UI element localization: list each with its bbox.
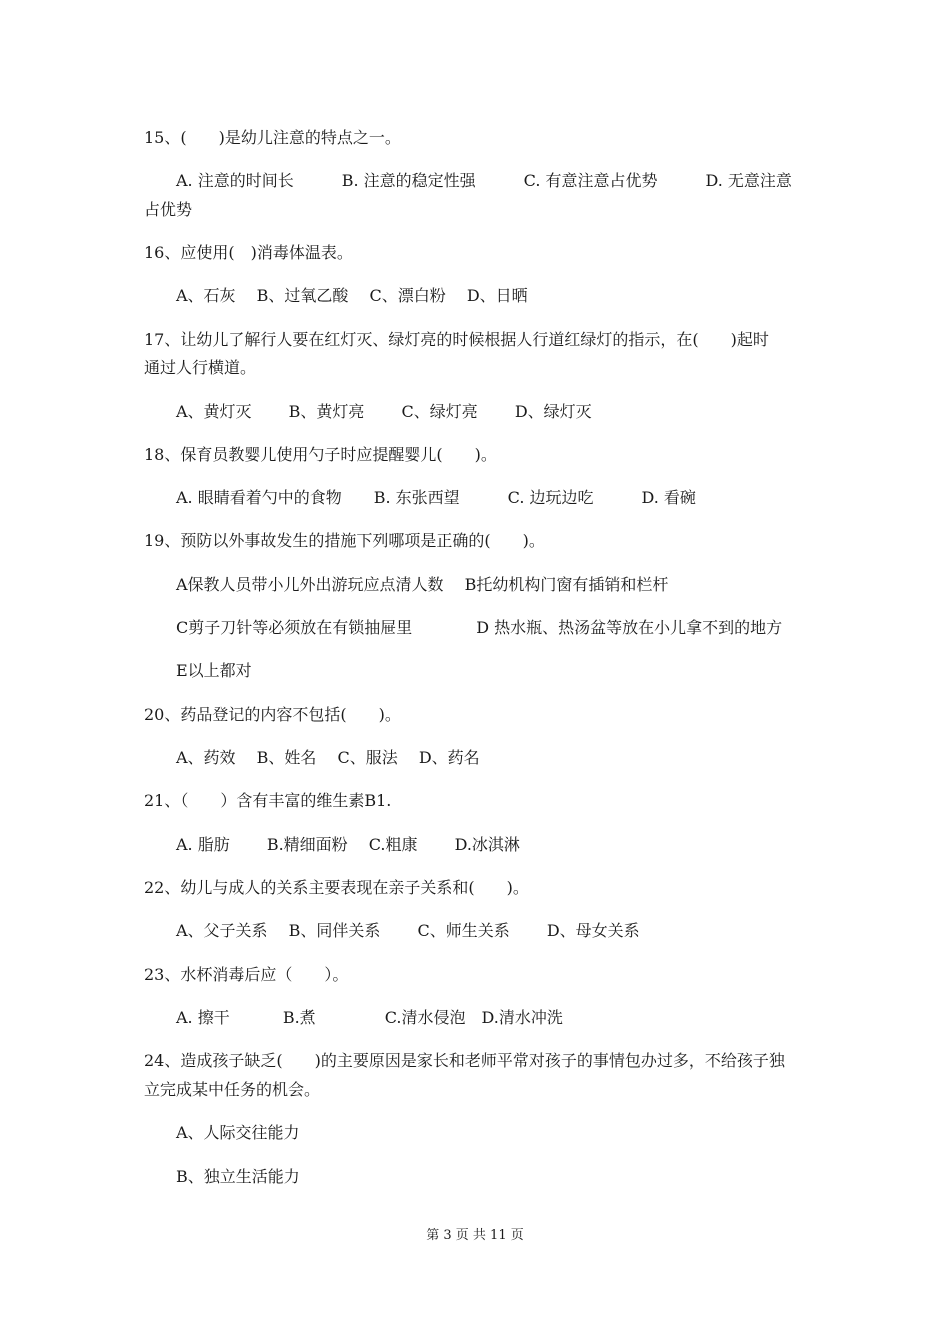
question-19-option-cd: C剪子刀针等必须放在有锁抽屉里 D 热水瓶、热汤盆等放在小儿拿不到的地方 bbox=[176, 618, 783, 637]
question-24-stem-cont: 立完成某中任务的机会。 bbox=[144, 1080, 321, 1099]
question-24-stem: 24、造成孩子缺乏( )的主要原因是家长和老师平常对孩子的事情包办过多，不给孩子独 bbox=[144, 1051, 785, 1070]
question-17-stem: 17、让幼儿了解行人要在红灯灭、绿灯亮的时候根据人行道红绿灯的指示，在( )起时 bbox=[144, 330, 769, 349]
question-17-stem-cont: 通过人行横道。 bbox=[144, 358, 257, 377]
question-23-stem: 23、水杯消毒后应（ ）。 bbox=[144, 965, 349, 984]
question-15-options-cont: 占优势 bbox=[144, 200, 193, 219]
question-23-options: A. 擦干 B.煮 C.清水侵泡 D.清水冲洗 bbox=[176, 1008, 563, 1027]
question-20-stem: 20、药品登记的内容不包括( )。 bbox=[144, 705, 401, 724]
question-16-options: A、石灰 B、过氧乙酸 C、漂白粉 D、日晒 bbox=[176, 286, 528, 305]
question-18-stem: 18、保育员教婴儿使用勺子时应提醒婴儿( )。 bbox=[144, 445, 497, 464]
question-17-options: A、黄灯灭 B、黄灯亮 C、绿灯亮 D、绿灯灭 bbox=[176, 402, 592, 421]
question-22-options: A、父子关系 B、同伴关系 C、师生关系 D、母女关系 bbox=[176, 921, 640, 940]
question-19-stem: 19、预防以外事故发生的措施下列哪项是正确的( )。 bbox=[144, 531, 545, 550]
question-18-options: A. 眼睛看着勺中的食物 B. 东张西望 C. 边玩边吃 D. 看碗 bbox=[176, 488, 696, 507]
question-21-stem: 21、（ ）含有丰富的维生素B1. bbox=[144, 791, 392, 810]
question-19-option-e: E以上都对 bbox=[176, 661, 252, 680]
question-22-stem: 22、幼儿与成人的关系主要表现在亲子关系和( )。 bbox=[144, 878, 529, 897]
question-15-options: A. 注意的时间长 B. 注意的稳定性强 C. 有意注意占优势 D. 无意注意 bbox=[176, 171, 792, 190]
question-21-options: A. 脂肪 B.精细面粉 C.粗康 D.冰淇淋 bbox=[176, 835, 520, 854]
page-footer: 第 3 页 共 11 页 bbox=[426, 1228, 524, 1243]
question-15-stem: 15、( )是幼儿注意的特点之一。 bbox=[144, 128, 401, 147]
question-19-option-ab: A保教人员带小儿外出游玩应点清人数 B托幼机构门窗有插销和栏杆 bbox=[176, 575, 669, 594]
question-16-stem: 16、应使用( )消毒体温表。 bbox=[144, 243, 353, 262]
question-24-option-a: A、人际交往能力 bbox=[176, 1123, 300, 1142]
question-20-options: A、药效 B、姓名 C、服法 D、药名 bbox=[176, 748, 480, 767]
question-24-option-b: B、独立生活能力 bbox=[176, 1167, 300, 1186]
